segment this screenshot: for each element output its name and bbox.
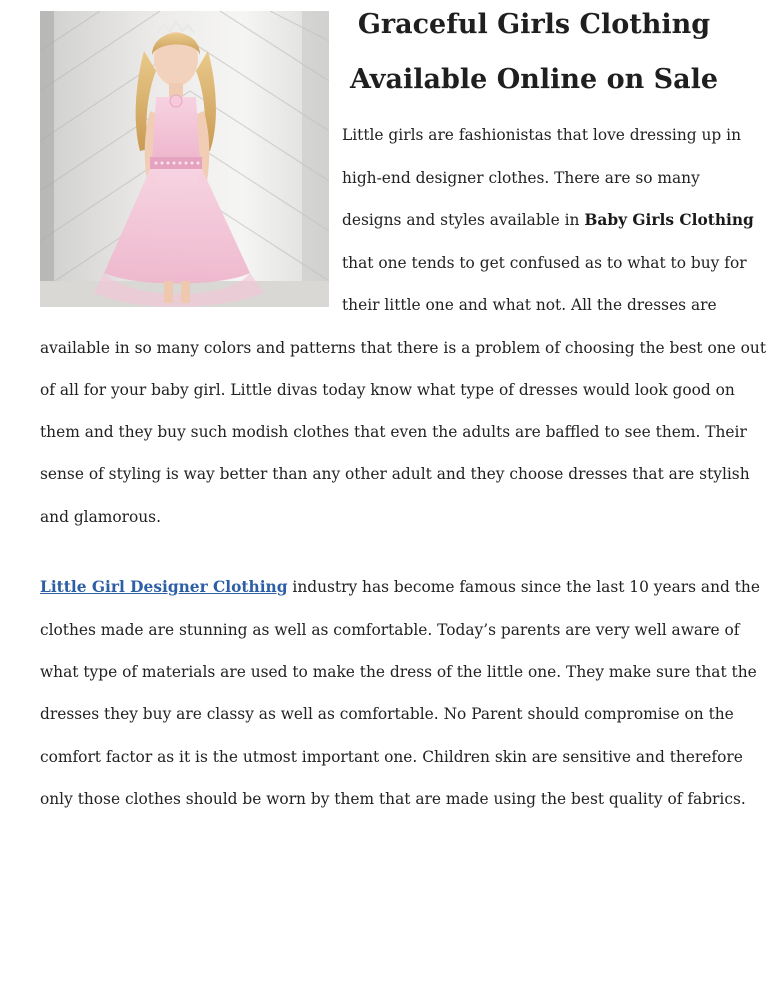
- paragraph-2-line-4: dresses they buy are classy as well as comfortable. No Parent should compromise on the: [40, 705, 734, 723]
- girl-in-pink-dress-photo: [40, 11, 329, 307]
- paragraph-1-line-1: Little girls are fashionistas that love dressing up in: [342, 126, 741, 144]
- paragraph-1-line-5: their little one and what not. All the dresses are: [342, 296, 717, 314]
- paragraph-1-line-3: [342, 213, 754, 228]
- baby-girls-clothing-bold: Baby Girls Clothing: [584, 211, 754, 229]
- paragraph-2-line-1-text: industry has become famous since the last 10 years and the: [287, 578, 760, 596]
- page-title-line-2: Available Online on Sale: [349, 64, 719, 95]
- paragraph-2-line-1: [40, 580, 760, 595]
- paragraph-1-line-4: that one tends to get confused as to what to buy for: [342, 254, 747, 272]
- paragraph-2-line-2: clothes made are stunning as well as comfortable. Today’s parents are very well aware of: [40, 621, 740, 639]
- paragraph-1-line-2: high-end designer clothes. There are so many: [342, 169, 700, 187]
- page-title-line-1: Graceful Girls Clothing: [357, 9, 711, 40]
- paragraph-1-line-6: available in so many colors and patterns that there is a problem of choosing the best one out: [40, 339, 767, 357]
- paragraph-2-line-6: only those clothes should be worn by them that are made using the best quality of fabrics.: [40, 790, 746, 808]
- paragraph-1-line-9: sense of styling is way better than any other adult and they choose dresses that are stylish: [40, 465, 750, 483]
- paragraph-1-line-3-text: designs and styles available in: [342, 211, 585, 229]
- little-girl-designer-clothing-link[interactable]: Little Girl Designer Clothing: [40, 578, 288, 596]
- paragraph-1-line-10: and glamorous.: [40, 508, 161, 526]
- paragraph-2-line-5: comfort factor as it is the utmost important one. Children skin are sensitive and therefore: [40, 748, 743, 766]
- paragraph-1-line-8: them and they buy such modish clothes that even the adults are baffled to see them. Their: [40, 423, 747, 441]
- paragraph-2-line-3: what type of materials are used to make the dress of the little one. They make sure that the: [40, 663, 757, 681]
- paragraph-1-line-7: of all for your baby girl. Little divas today know what type of dresses would look good on: [40, 381, 735, 399]
